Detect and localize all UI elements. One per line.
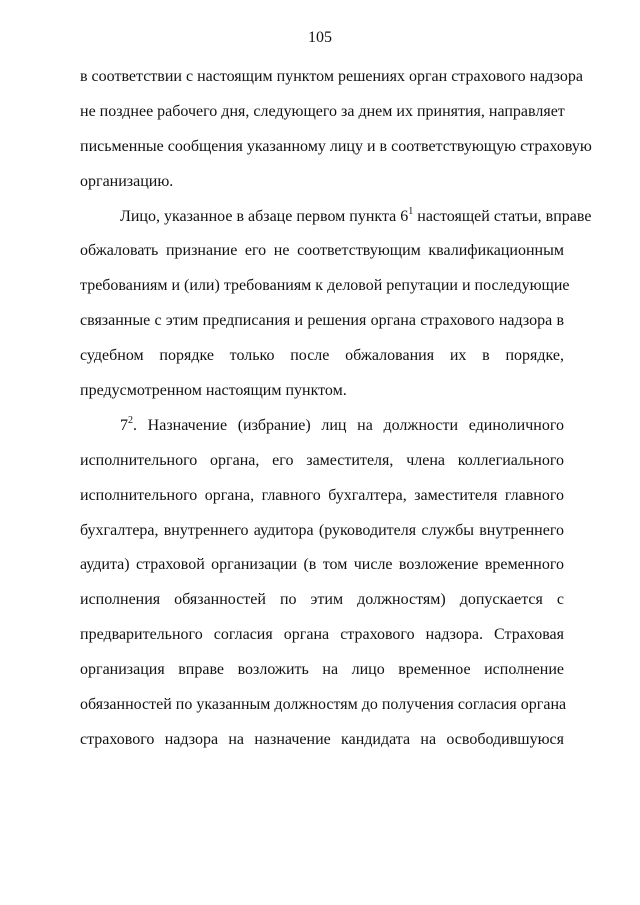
clause-number: 7 (120, 416, 128, 434)
text-line: исполнительного органа, его заместителя, члена коллегиального (80, 451, 564, 469)
text-line: не позднее рабочего дня, следующего за днем их принятия, направляет (80, 102, 565, 120)
text-line: обжаловать признание его не соответствующим квалификационным (80, 242, 564, 260)
clause-superscript: 2 (128, 414, 133, 426)
text-line: исполнительного органа, главного бухгалтера, заместителя главного (80, 486, 564, 504)
text-line: судебном порядке только после обжалования их в порядке, (80, 347, 564, 365)
text-line: в соответствии с настоящим пунктом решениях орган страхового надзора (80, 68, 583, 85)
text-line: аудита) страховой организации (в том числе возложение временного (80, 556, 564, 574)
text-line: страхового надзора на назначение кандидата на освободившуюся (80, 730, 564, 748)
document-body (80, 66, 592, 764)
text-line: предварительного согласия органа страхового надзора. Страховая (80, 626, 564, 644)
text-line: письменные сообщения указанному лицу и в соответствующую страховую (80, 137, 592, 155)
text-fragment: Лицо, указанное в абзаце первом пункта 6 (120, 207, 409, 225)
text-line (80, 205, 592, 241)
text-fragment: . Назначение (избрание) лиц на должности единоличного (133, 416, 564, 434)
text-line: связанные с этим предписания и решения органа страхового надзора в (80, 312, 564, 330)
footnote-superscript: 1 (408, 205, 414, 217)
text-line: исполнения обязанностей по этим должностям) допускается с (80, 591, 564, 609)
text-line: организация вправе возложить на лицо временное исполнение (80, 661, 564, 679)
page-number: 105 (308, 29, 332, 46)
text-line (80, 415, 564, 450)
text-line: обязанностей по указанным должностям до получения согласия органа (80, 696, 567, 714)
text-line: организацию. (80, 172, 174, 190)
text-line: требованиям и (или) требованиям к деловой репутации и последующие (80, 277, 570, 295)
text-fragment: настоящей статьи, вправе (413, 207, 592, 225)
text-line: бухгалтера, внутреннего аудитора (руководителя службы внутреннего (80, 521, 564, 539)
text-line: предусмотренном настоящим пунктом. (80, 382, 347, 400)
